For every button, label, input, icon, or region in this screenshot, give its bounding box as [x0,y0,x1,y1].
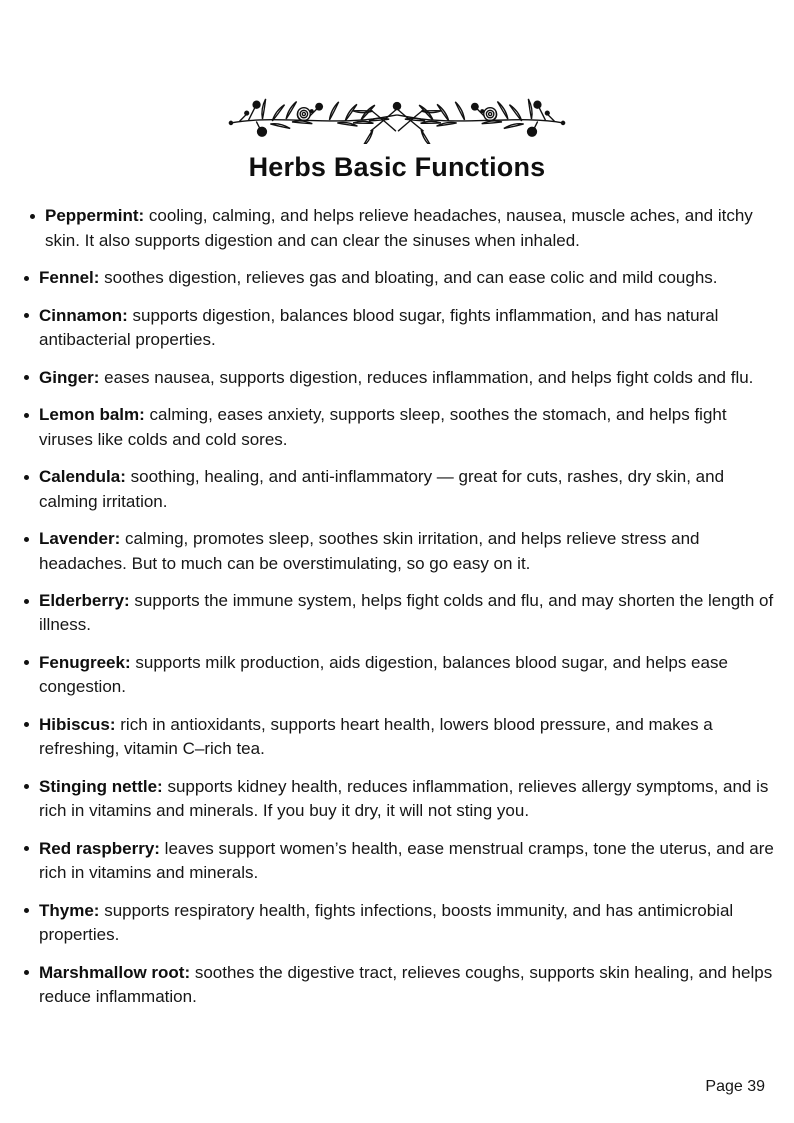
herb-description: leaves support women’s health, ease menstrual cramps, tone the uterus, and are rich in vitamins and minerals. [39,838,774,883]
herb-description: cooling, calming, and helps relieve headaches, nausea, muscle aches, and itchy skin. It also supports digestion and can clear the sinuses when inhaled. [45,206,753,250]
herb-description: supports respiratory health, fights infections, boosts immunity, and has antimicrobial properties. [39,900,734,945]
herb-name: Stinging nettle: [39,776,163,796]
herb-name: Fennel: [39,268,100,288]
floral-vine-divider-icon [227,92,567,144]
herb-name: Ginger: [39,367,100,387]
herb-description: supports kidney health, reduces inflammation, relieves allergy symptoms, and is rich in vitamins and minerals. If you buy it dry, it will not sting you. [39,776,769,821]
herb-name: Hibiscus: [39,714,116,734]
herb-list-item [23,899,782,948]
floral-divider [0,92,794,144]
herb-name: Fenugreek: [39,652,131,672]
herb-description: soothing, healing, and anti-inflammatory — great for cuts, rashes, dry skin, and calming irritation. [39,467,725,511]
herb-name: Marshmallow root: [39,962,191,982]
herb-list-item [23,713,782,762]
herb-list-item [23,366,782,390]
herb-list [0,204,794,1009]
herb-name: Cinnamon: [39,305,128,325]
herb-list-item [23,589,782,638]
herb-description: supports milk production, aids digestion, balances blood sugar, and helps ease congestion. [39,652,728,697]
herb-name: Red raspberry: [39,838,160,858]
herb-list-item [23,775,782,824]
herb-list-item [23,837,782,886]
herb-list-item [23,961,782,1010]
herb-list-item [23,651,782,700]
herb-list-item [23,403,782,452]
herb-list-item [23,266,782,290]
herb-description: calming, eases anxiety, supports sleep, soothes the stomach, and helps fight viruses like colds and cold sores. [39,405,727,449]
page-title: Herbs Basic Functions [248,152,546,182]
herb-list-item [29,204,782,253]
page-footer [705,1078,765,1096]
herb-name: Elderberry: [39,591,130,611]
herb-description: supports the immune system, helps fight colds and flu, and may shorten the length of illness. [39,591,774,635]
herb-description: soothes digestion, relieves gas and bloating, and can ease colic and mild coughs. [99,268,718,288]
herb-description: eases nausea, supports digestion, reduces inflammation, and helps fight colds and flu. [99,367,754,387]
herb-description: supports digestion, balances blood sugar, fights inflammation, and has natural antibacterial properties. [39,305,719,350]
herb-list-item [23,304,782,353]
herb-name: Peppermint: [45,206,145,226]
page-number: Page 39 [705,1078,765,1095]
herb-list-item [23,465,782,514]
herb-name: Calendula: [39,467,126,487]
herb-description: rich in antioxidants, supports heart health, lowers blood pressure, and makes a refreshing, vitamin C–rich tea. [39,714,713,759]
herb-name: Lavender: [39,529,121,549]
page-header [0,0,794,183]
herb-description: calming, promotes sleep, soothes skin irritation, and helps relieve stress and headaches. But to much can be overstimulating, so go easy on it. [39,529,700,573]
herb-description: soothes the digestive tract, relieves coughs, supports skin healing, and helps reduce inflammation. [39,962,773,1007]
herb-name: Lemon balm: [39,405,145,425]
herb-name: Thyme: [39,900,100,920]
herb-list-item [23,527,782,576]
